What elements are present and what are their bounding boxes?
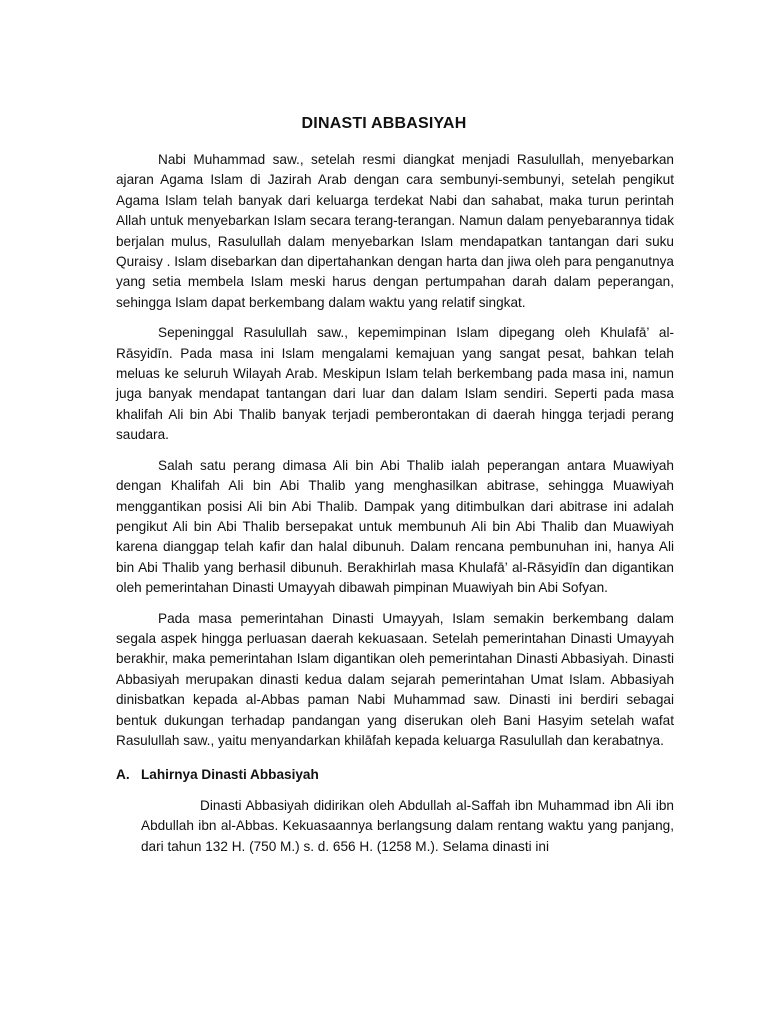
paragraph-3: Salah satu perang dimasa Ali bin Abi Thalib ialah peperangan antara Muawiyah dengan Khalifah Ali bin Abi Thalib yang menghasilkan abitrase, sehingga Muawiyah menggantikan posisi Ali bin Abi Thalib. Dampak yang ditimbulkan dari abitrase ini adalah pengikut Ali bin Abi Thalib bersepakat untuk membunuh Ali bin Abi Thalib dan Muawiyah karena dianggap telah kafir dan halal dibunuh. Dalam rencana pembunuhan ini, hanya Ali bin Abi Thalib yang berhasil dibunuh. Berakhirlah masa Khulafā’ al-Rāsyidīn dan digantikan oleh pemerintahan Dinasti Umayyah dibawah pimpinan Muawiyah bin Abi Sofyan. bbox=[116, 457, 674, 596]
document-body bbox=[116, 150, 674, 867]
document-title: DINASTI ABBASIYAH bbox=[301, 115, 467, 132]
paragraph-4: Pada masa pemerintahan Dinasti Umayyah, Islam semakin berkembang dalam segala aspek hingga perluasan daerah kekuasaan. Setelah pemerintahan Dinasti Umayyah berakhir, maka pemerintahan Islam digantikan oleh pemerintahan Dinasti Abbasiyah. Dinasti Abbasiyah merupakan dinasti kedua dalam sejarah pemerintahan Umat Islam. Abbasiyah dinisbatkan kepada al-Abbas paman Nabi Muhammad saw. Dinasti ini berdiri sebagai bentuk dukungan terhadap pandangan yang diserukan oleh Bani Hasyim setelah wafat Rasulullah saw., yaitu menyandarkan khilāfah kepada keluarga Rasulullah dan kerabatnya. bbox=[116, 610, 674, 748]
paragraph-2: Sepeninggal Rasulullah saw., kepemimpinan Islam dipegang oleh Khulafā’ al-Rāsyidīn. Pada masa ini Islam mengalami kemajuan yang sangat pesat, bahkan telah meluas ke seluruh Wilayah Arab. Meskipun Islam telah berkembang pada masa ini, namun juga banyak mendapat tantangan dari luar dan dalam Islam sendiri. Seperti pada masa khalifah Ali bin Abi Thalib banyak terjadi pemberontakan di daerah hingga terjadi perang saudara. bbox=[116, 325, 674, 443]
paragraph-1: Nabi Muhammad saw., setelah resmi diangkat menjadi Rasulullah, menyebarkan ajaran Agama Islam di Jazirah Arab dengan cara sembunyi-sembunyi, setelah pengikut Agama Islam telah banyak dari keluarga terdekat Nabi dan sahabat, maka turun perintah Allah untuk menyebarkan Islam secara terang-terangan. Namun dalam penyebarannya tidak berjalan mulus, Rasulullah dalam menyebarkan Islam mendapatkan tantangan dari suku Quraisy . Islam disebarkan dan dipertahankan dengan harta dan jiwa oleh para penganutnya yang setia membela Islam meski harus dengan pertumpahan darah dalam peperangan, sehingga Islam dapat berkembang dalam waktu yang relatif singkat. bbox=[116, 152, 674, 310]
section-paragraph: Dinasti Abbasiyah didirikan oleh Abdullah al-Saffah ibn Muhammad ibn Ali ibn Abdullah ibn al-Abbas. Kekuasaannya berlangsung dalam rentang waktu yang panjang, dari tahun 132 H. (750 M.) s. d. 656 H. (1258 M.). Selama dinasti ini bbox=[141, 797, 674, 854]
section-heading-text: Lahirnya Dinasti Abbasiyah bbox=[141, 767, 319, 783]
section-letter: A. bbox=[116, 767, 130, 783]
section-heading bbox=[116, 765, 674, 785]
